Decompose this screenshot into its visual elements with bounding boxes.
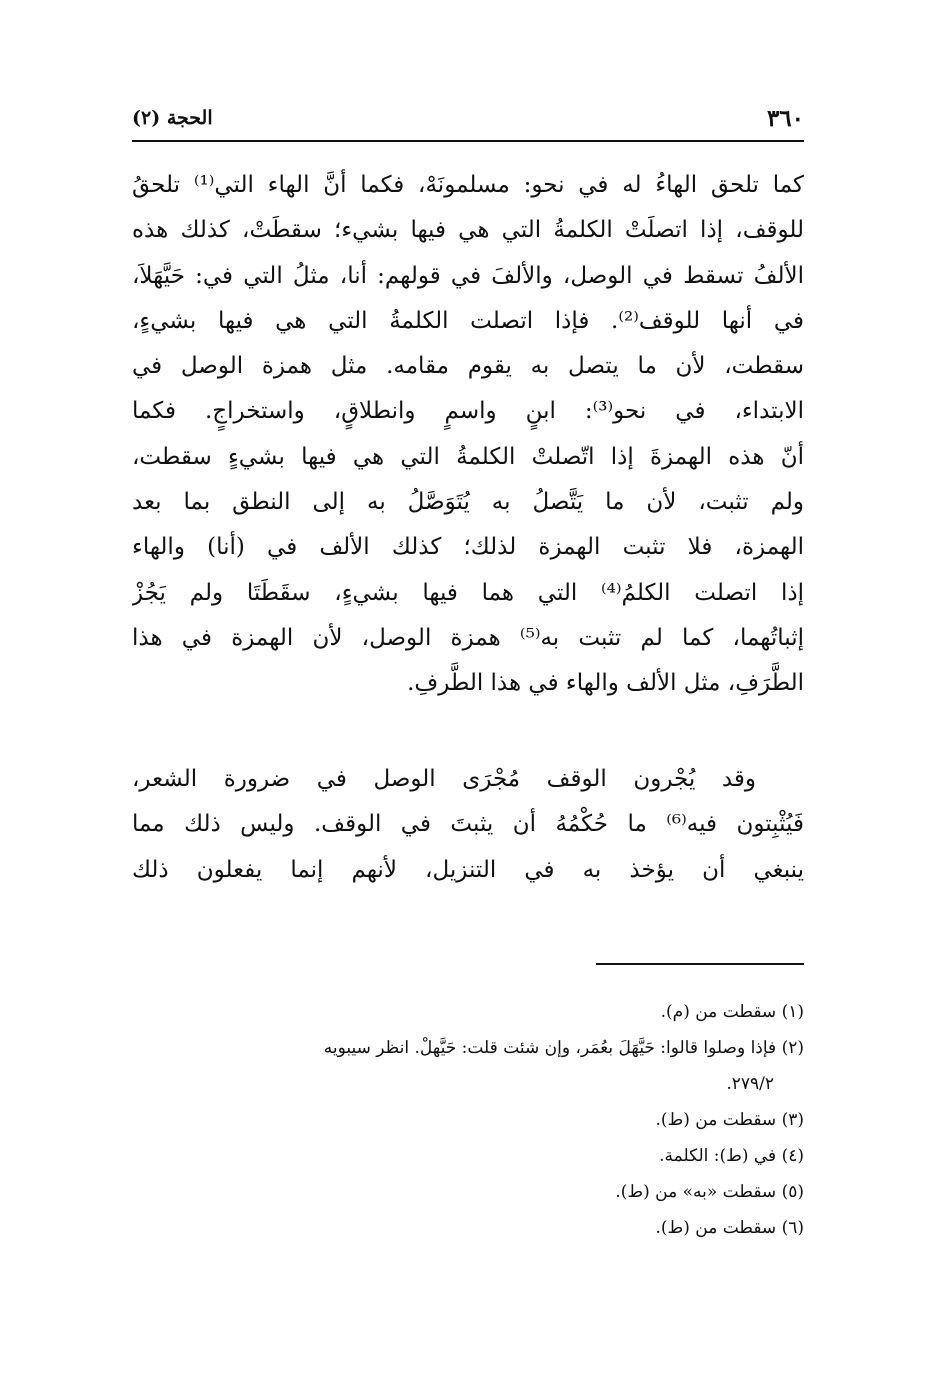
text-line: وقد يُجْرون الوقف مُجْرَى الوصل في ضرورة الشعر، — [132, 766, 756, 792]
footnote-3: (٣) سقطت من (ط). — [655, 1110, 804, 1130]
text-line: في أنها للوقف⁽²⁾. فإذا اتصلت الكلمةُ التي هي فيها بشيءٍ، — [132, 307, 804, 334]
footnote-2: (٢) فإذا وصلوا قالوا: حَيَّهَلَ بعُمَر، وإن شئت قلت: حَيَّهلْ. انظر سيبويه — [323, 1038, 804, 1058]
text-line: الهمزة، فلا تثبت الهمزة لذلك؛ كذلك الألف في (أنا) والهاء — [132, 534, 804, 561]
main-paragraph-2 — [132, 757, 804, 893]
text-line: ولم تثبت، لأن ما يَتَّصلُ به يُتَوَصَّلُ به إلى النطق بما بعد — [132, 489, 804, 516]
footnote-5: (٥) سقطت «به» من (ط). — [615, 1182, 804, 1202]
text-line: كما تلحق الهاءُ له في نحو: مسلمونَهْ، فكما أنَّ الهاء التي⁽¹⁾ تلحقُ — [132, 172, 804, 198]
running-title: الحجة (٢) — [132, 107, 213, 129]
footnote-2-continuation: ٢٧٩/٢. — [726, 1074, 774, 1094]
footnote-separator — [596, 963, 804, 965]
text-line: ينبغي أن يؤخذ به في التنزيل، لأنهم إنما يفعلون ذلك — [132, 856, 804, 883]
running-header — [132, 100, 804, 136]
footnote-1: (١) سقطت من (م). — [660, 1002, 804, 1022]
text-line: فَيُثْبِتون فيه⁽⁶⁾ ما حُكْمُهُ أن يثبتَ في الوقف. وليس ذلك مما — [132, 811, 804, 838]
text-line: إذا اتصلت الكلمُ⁽⁴⁾ التي هما فيها بشيءٍ، سقَطَتَا ولم يَجُزْ — [132, 579, 804, 606]
footnotes — [132, 994, 804, 1246]
text-line: سقطت، لأن ما يتصل به يقوم مقامه. مثل همزة الوصل في — [132, 353, 804, 380]
footnote-4: (٤) في (ط): الكلمة. — [659, 1146, 804, 1166]
header-rule — [132, 140, 804, 142]
text-line: الابتداء، في نحو⁽³⁾: ابنٍ واسمٍ وانطلاقٍ، واستخراجٍ. فكما — [132, 398, 804, 425]
text-line: إثباتُهما، كما لم تثبت به⁽⁵⁾ همزة الوصل، لأن الهمزة في هذا — [132, 624, 804, 651]
footnote-6: (٦) سقطت من (ط). — [655, 1218, 804, 1238]
page-number: ٣٦٠ — [766, 104, 804, 132]
text-line: أنّ هذه الهمزةَ إذا اتّصلتْ الكلمةُ التي هي فيها بشيءٍ سقطت، — [132, 443, 804, 470]
text-line: للوقف، إذا اتصلَتْ الكلمةُ التي هي فيها بشيء؛ سقطَتْ، كذلك هذه — [132, 217, 804, 244]
main-paragraph-1 — [132, 163, 804, 707]
text-line: الطَّرَفِ، مثل الألف والهاء في هذا الطَّرفِ. — [407, 670, 804, 697]
text-line: الألفُ تسقط في الوصل، والألفَ في قولهم: أنا، مثلُ التي في: حَيَّهَلاَ، — [132, 262, 804, 289]
